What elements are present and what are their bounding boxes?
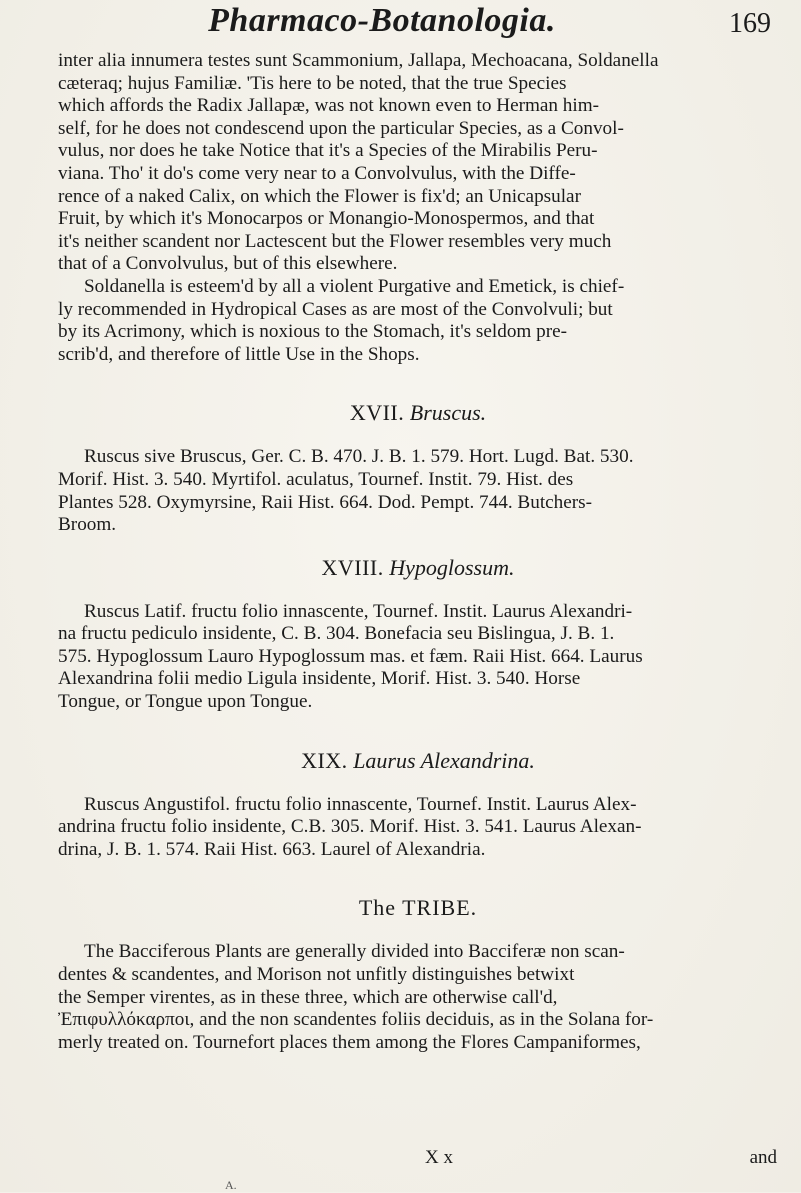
text-line: Broom.: [58, 514, 117, 536]
text-line: na fructu pediculo insidente, C. B. 304. Bonefacia seu Bislingua, J. B. 1.: [58, 623, 615, 645]
section-name: Bruscus.: [409, 400, 487, 426]
text-line: Tongue, or Tongue upon Tongue.: [58, 691, 313, 713]
text-line: it's neither scandent nor Lactescent but the Flower resembles very much: [58, 230, 612, 252]
text-line: Ἐπιφυλλόκαρποι, and the non scandentes foliis deciduis, as in the Solana for-: [58, 1009, 654, 1031]
catchword: and: [749, 1147, 777, 1168]
text-line: Ruscus sive Bruscus, Ger. C. B. 470. J. B. 1. 579. Hort. Lugd. Bat. 530.: [84, 446, 634, 468]
text-line: rence of a naked Calix, on which the Flower is fix'd; an Unicapsular: [58, 185, 581, 207]
corner-mark: A.: [225, 1178, 237, 1192]
paragraph-bruscus: [58, 446, 778, 536]
text-line: by its Acrimony, which is noxious to the Stomach, it's seldom pre-: [58, 321, 568, 343]
section-heading-xviii: [58, 555, 778, 581]
text-line: inter alia innumera testes sunt Scammonium, Jallapa, Mechoacana, Soldanella: [58, 50, 659, 71]
paragraph-jallapa: [58, 50, 778, 276]
text-line: 575. Hypoglossum Lauro Hypoglossum mas. et fæm. Raii Hist. 664. Laurus: [58, 645, 643, 667]
paragraph-tribe: [58, 941, 778, 1054]
text-line: dentes & scandentes, and Morison not unfitly distinguishes betwixt: [58, 964, 575, 986]
signature-mark: X x: [425, 1147, 453, 1168]
text-line: that of a Convolvulus, but of this elsewhere.: [58, 253, 398, 275]
section-number: XVIII.: [321, 554, 384, 580]
text-line: cæteraq; hujus Familiæ. 'Tis here to be noted, that the true Species: [58, 72, 567, 94]
text-line: the Semper virentes, as in these three, which are otherwise call'd,: [58, 986, 558, 1008]
running-head: [0, 4, 801, 52]
text-line: drina, J. B. 1. 574. Raii Hist. 663. Laurel of Alexandria.: [58, 838, 486, 860]
text-line: Ruscus Latif. fructu folio innascente, Tournef. Instit. Laurus Alexandri-: [84, 600, 633, 622]
paragraph-laurus: [58, 794, 778, 862]
text-line: Morif. Hist. 3. 540. Myrtifol. aculatus, Tournef. Instit. 79. Hist. des: [58, 468, 574, 490]
text-line: merly treated on. Tournefort places them among the Flores Campaniformes,: [58, 1031, 641, 1053]
section-number: XIX.: [301, 747, 348, 773]
text-line: vulus, nor does he take Notice that it's a Species of the Mirabilis Peru-: [58, 140, 598, 162]
running-title: Pharmaco-Botanologia.: [208, 2, 556, 39]
text-line: Alexandrina folii medio Ligula insidente, Morif. Hist. 3. 540. Horse: [58, 668, 581, 690]
text-line: Plantes 528. Oxymyrsine, Raii Hist. 664. Dod. Pempt. 744. Butchers-: [58, 491, 593, 513]
section-name: Laurus Alexandrina.: [353, 747, 535, 773]
text-line: The Bacciferous Plants are generally divided into Bacciferæ non scan-: [84, 941, 625, 963]
text-body: [58, 50, 778, 1054]
section-heading-xvii: [58, 400, 778, 426]
page-number: 169: [729, 8, 771, 39]
section-name: Hypoglossum.: [389, 554, 515, 580]
paragraph-soldanella: [58, 276, 778, 366]
text-line: which affords the Radix Jallapæ, was not known even to Herman him-: [58, 95, 600, 117]
text-line: Fruit, by which it's Monocarpos or Monangio-Monospermos, and that: [58, 208, 595, 230]
text-line: scrib'd, and therefore of little Use in the Shops.: [58, 343, 420, 365]
text-line: Soldanella is esteem'd by all a violent Purgative and Emetick, is chief-: [84, 275, 625, 297]
paragraph-hypoglossum: [58, 601, 778, 714]
text-line: Ruscus Angustifol. fructu folio innascente, Tournef. Instit. Laurus Alex-: [84, 793, 637, 815]
text-line: andrina fructu folio insidente, C.B. 305. Morif. Hist. 3. 541. Laurus Alexan-: [58, 816, 642, 838]
text-line: viana. Tho' it do's come very near to a Convolvulus, with the Diffe-: [58, 162, 576, 184]
tribe-heading: The TRIBE.: [358, 895, 478, 921]
text-line: ly recommended in Hydropical Cases as are most of the Convolvuli; but: [58, 298, 613, 320]
text-line: self, for he does not condescend upon the particular Species, as a Convol-: [58, 117, 624, 139]
section-heading-xix: [58, 748, 778, 774]
section-number: XVII.: [349, 400, 405, 426]
